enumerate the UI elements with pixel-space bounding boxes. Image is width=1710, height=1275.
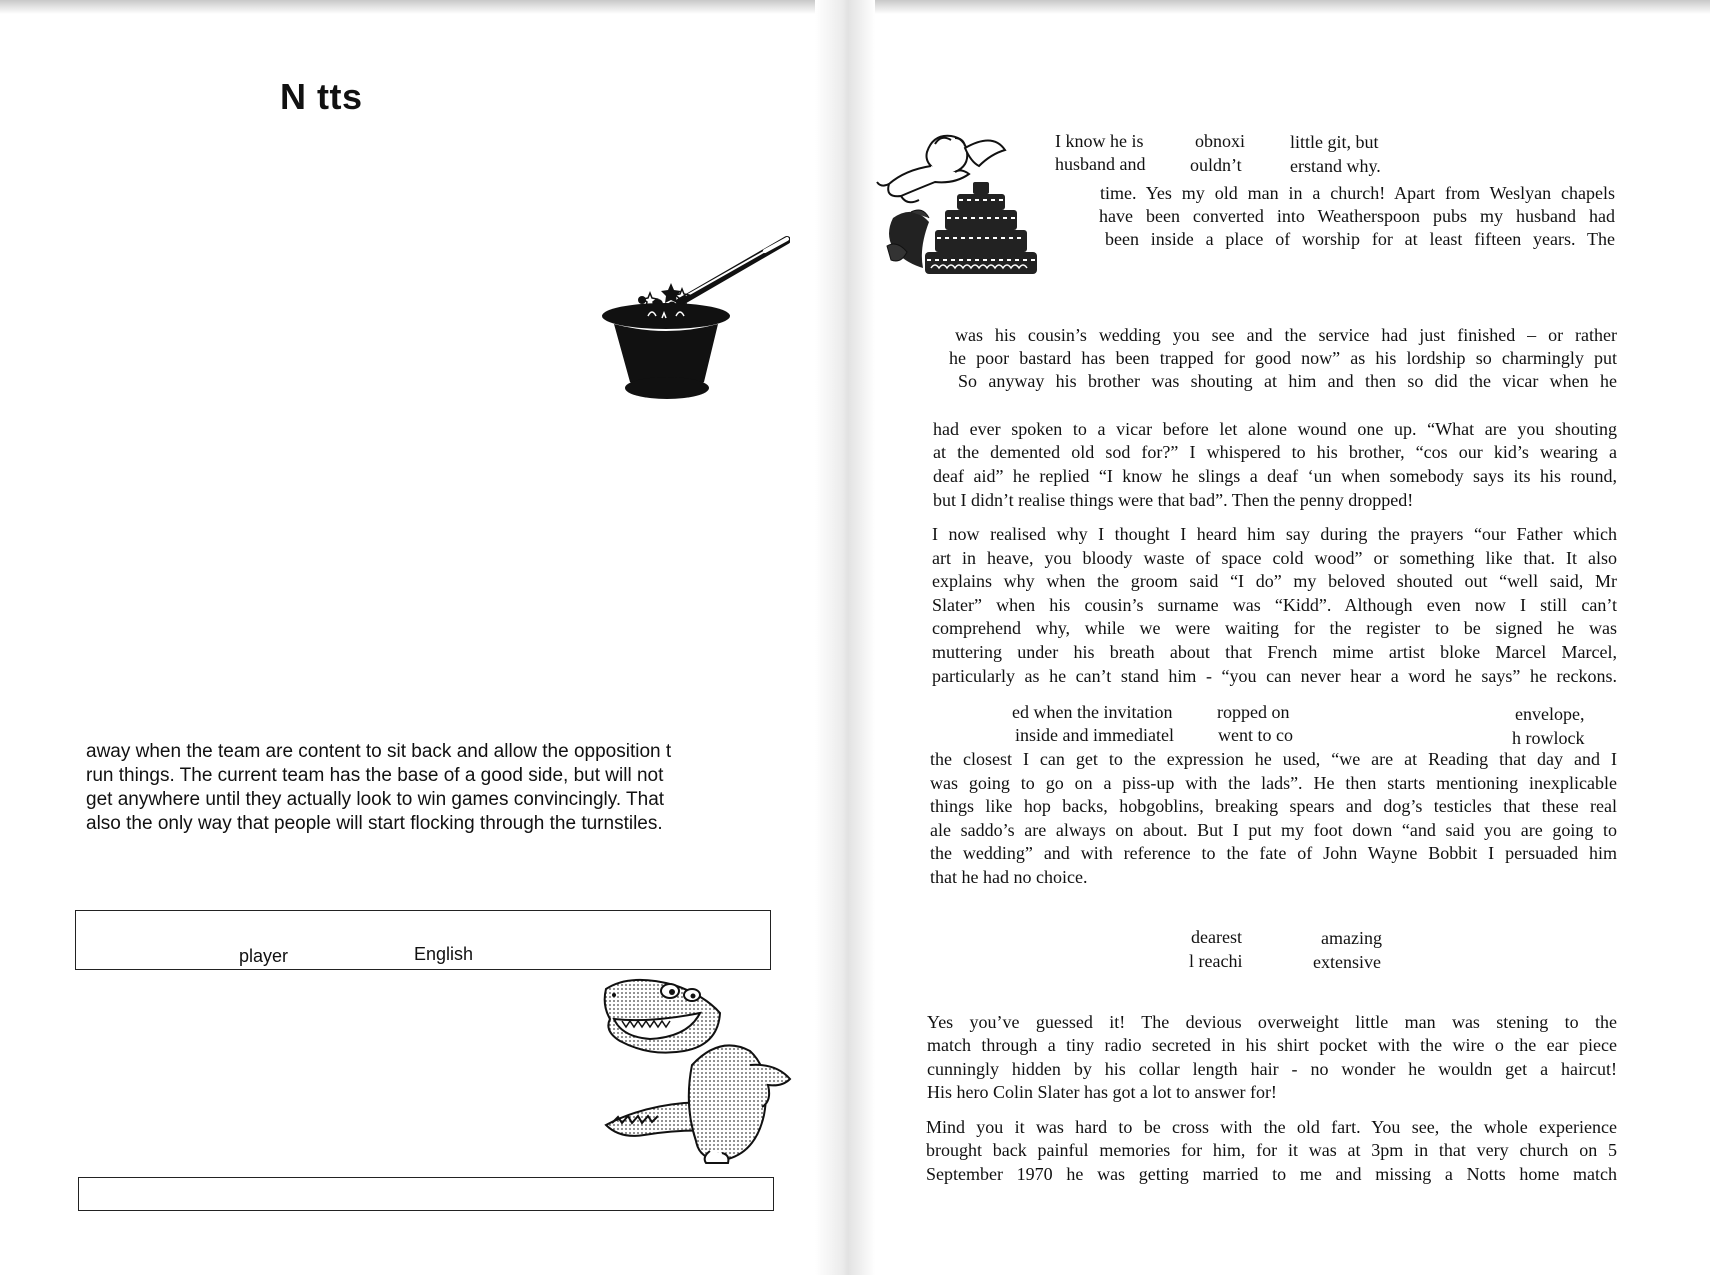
body-paragraph — [86, 740, 736, 836]
text-fragment: amazing — [1321, 928, 1382, 948]
text-line: but I didn’t realise things were that bad”. Then the penny dropped! — [933, 490, 1414, 510]
text-line: comprehend why, while we were waiting for the register to be signed he was — [932, 618, 1617, 638]
magic-hat-icon — [600, 232, 790, 422]
text-line: been inside a place of worship for at least fifteen years. The — [1105, 229, 1615, 249]
left-page — [0, 0, 815, 1275]
text-line: Slater” when his cousin’s surname was “Kidd”. Although even now I still can’t — [932, 595, 1617, 615]
text-fragment: ed when the invitation — [1012, 702, 1173, 722]
cherub-cake-icon — [875, 126, 1055, 281]
text-fragment: obnoxi — [1195, 131, 1246, 151]
book-gutter — [815, 0, 875, 1275]
text-line: things like hop backs, hobgoblins, breaking spears and dog’s testicles that these real — [930, 796, 1617, 816]
paragraph-line: run things. The current team has the base of a good side, but will not — [86, 765, 664, 786]
text-line: muttering under his breath about that French mime artist bloke Marcel Marcel, — [932, 642, 1617, 662]
text-line: So anyway his brother was shouting at him and then so did the vicar when he — [958, 371, 1617, 391]
text-line: Mind you it was hard to be cross with the old fart. You see, the whole experience — [926, 1117, 1617, 1137]
text-line: match through a tiny radio secreted in his shirt pocket with the wire o the ear piece — [927, 1035, 1617, 1055]
text-fragment: h rowlock — [1512, 728, 1585, 748]
text-fragment: erstand why. — [1290, 156, 1381, 176]
text-fragment: inside and immediatel — [1015, 725, 1174, 745]
text-line: I now realised why I thought I heard him say during the prayers “our Father which — [932, 524, 1617, 544]
box-fragment: player — [239, 946, 289, 966]
text-fragment: I know he is — [1055, 131, 1144, 151]
text-line: September 1970 he was getting married to me and missing a Notts home match — [926, 1164, 1617, 1184]
text-line: the wedding” and with reference to the fate of John Wayne Bobbit I persuaded him — [930, 843, 1617, 863]
text-line: brought back painful memories for him, for it was at 3pm in that very church on 5 — [926, 1140, 1617, 1160]
text-fragment: little git, but — [1290, 132, 1379, 152]
text-fragment: ouldn’t — [1190, 155, 1242, 175]
box-fragment: English — [414, 944, 474, 964]
paragraph-line: also the only way that people will start flocking through the turnstiles. — [86, 813, 663, 834]
text-fragment: ropped on — [1217, 702, 1290, 722]
text-fragment: husband and — [1055, 154, 1146, 174]
page-title: N tts — [280, 76, 363, 117]
text-line: that he had no choice. — [930, 867, 1088, 887]
text-line: the closest I can get to the expression he used, “we are at Reading that day and I — [930, 749, 1617, 769]
text-line: explains why when the groom said “I do” my beloved shouted out “well said, Mr — [932, 571, 1617, 591]
text-line: had ever spoken to a vicar before let alone wound one up. “What are you shouting — [933, 419, 1617, 439]
text-line: particularly as he can’t stand him - “you can never hear a word he says” he reckons. — [932, 666, 1617, 686]
text-line: have been converted into Weatherspoon pubs my husband had — [1099, 206, 1615, 226]
text-line: at the demented old sod for?” I whispered to his brother, “cos our kid’s wearing a — [933, 442, 1617, 462]
text-fragment: l reachi — [1189, 951, 1243, 971]
text-fragment: went to co — [1218, 725, 1293, 745]
paragraph-line: away when the team are content to sit back and allow the opposition t — [86, 741, 672, 762]
caption-box — [78, 1177, 774, 1211]
text-fragment: envelope, — [1515, 704, 1585, 724]
text-line: ale saddo’s are always on about. But I put my foot down “and said you are going to — [930, 820, 1617, 840]
crocodile-icon — [600, 975, 795, 1165]
text-line: deaf aid” he replied “I know he slings a deaf ‘un when somebody says its his round, — [933, 466, 1617, 486]
text-fragment: dearest — [1191, 927, 1242, 947]
text-line: was his cousin’s wedding you see and the service had just finished – or rather — [955, 325, 1617, 345]
text-line: he poor bastard has been trapped for good now” as his lordship so charmingly put — [949, 348, 1617, 368]
text-line: cunningly hidden by his collar length hair - no wonder he wouldn get a haircut! — [927, 1059, 1617, 1079]
text-line: was going to go on a piss-up with the lads”. He then starts mentioning inexplicable — [930, 773, 1617, 793]
text-line: His hero Colin Slater has got a lot to answer for! — [927, 1082, 1277, 1102]
text-line: art in heave, you bloody waste of space cold wood” or something like that. It also — [932, 548, 1617, 568]
text-line: Yes you’ve guessed it! The devious overweight little man was stening to the — [927, 1012, 1617, 1032]
paragraph-line: get anywhere until they actually look to win games convincingly. That — [86, 789, 665, 810]
right-page — [875, 0, 1710, 1275]
text-fragment: extensive — [1313, 952, 1381, 972]
text-line: time. Yes my old man in a church! Apart from Weslyan chapels — [1100, 183, 1615, 203]
